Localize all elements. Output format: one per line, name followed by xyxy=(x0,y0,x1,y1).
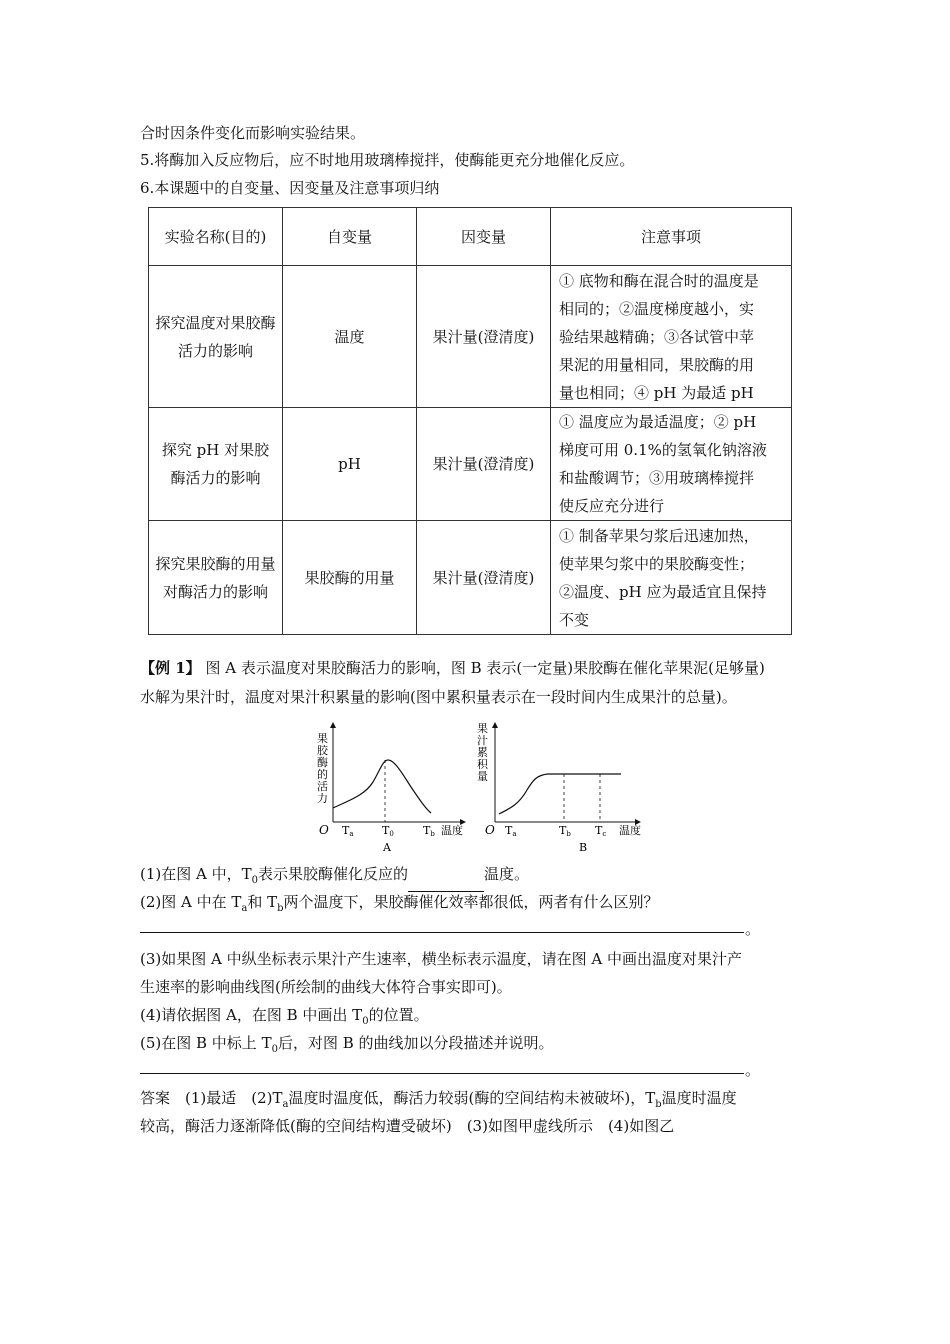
fig-b-ylabel-4: 量 xyxy=(477,770,488,783)
row1-dependent: 果汁量(澄清度) xyxy=(417,266,551,408)
q1-answer-blank[interactable] xyxy=(408,875,484,892)
question-3-line-1: (3)如果图 A 中纵坐标表示果汁产生速率，横坐标表示温度，请在图 A 中画出温度对果汁产 xyxy=(140,950,742,968)
q2-answer-line[interactable] xyxy=(140,932,744,933)
fig-a-xlabel: 温度 xyxy=(441,824,463,837)
fig-b-caption: B xyxy=(579,841,588,854)
answer-line-2: 较高，酶活力逐渐降低(酶的空间结构遭受破坏) (3)如图甲虚线所示 (4)如图乙 xyxy=(140,1117,675,1135)
q4-sub: 0 xyxy=(362,1016,369,1027)
table-row xyxy=(149,266,792,408)
example-line-2: 水解为果汁时，温度对果汁积累量的影响(图中累积量表示在一段时间内生成果汁的总量)。 xyxy=(140,688,737,706)
note-line: ① 制备苹果匀浆后迅速加热， xyxy=(559,526,759,545)
row3-notes xyxy=(551,521,792,635)
table-row xyxy=(149,408,792,521)
example-tag: 【例 1】 xyxy=(140,659,201,677)
fig-a-curve xyxy=(333,760,431,813)
row3-independent: 果胶酶的用量 xyxy=(283,521,417,635)
q2-period: 。 xyxy=(745,920,761,938)
fig-a-ylabel-2: 酶 xyxy=(317,756,328,769)
fig-b-tc: Tc xyxy=(595,824,607,838)
question-1 xyxy=(140,863,529,892)
q5-text-b: 后，对图 B 的曲线加以分段描述并说明。 xyxy=(277,1034,554,1052)
fig-a-caption: A xyxy=(383,841,391,854)
q2-text-a: (2)图 A 中在 T xyxy=(140,893,242,911)
answer-text-a: 答案 (1)最适 (2)T xyxy=(140,1089,283,1107)
fig-b-tb: Tb xyxy=(559,824,571,838)
figure-b xyxy=(473,720,653,860)
row2-dependent: 果汁量(澄清度) xyxy=(417,408,551,521)
intro-line-1: 合时因条件变化而影响实验结果。 xyxy=(140,124,366,142)
intro-line-3: 6.本课题中的自变量、因变量及注意事项归纳 xyxy=(140,179,440,197)
figure-a xyxy=(305,720,475,860)
question-4 xyxy=(140,1004,429,1033)
q5-text-a: (5)在图 B 中标上 T xyxy=(140,1034,272,1052)
note-line: ②温度、pH 应为最适宜且保持 xyxy=(559,582,767,601)
note-line: 使反应充分进行 xyxy=(559,497,665,515)
question-2 xyxy=(140,891,659,920)
note-line: 和盐酸调节；③用玻璃棒搅拌 xyxy=(559,469,755,487)
fig-b-ylabel-2: 累 xyxy=(477,746,488,759)
answer-line-1 xyxy=(140,1087,737,1116)
header-dependent: 因变量 xyxy=(417,208,551,266)
answer-sub-b: b xyxy=(655,1099,662,1110)
example-line-1 xyxy=(140,657,765,679)
q5-period: 。 xyxy=(745,1061,761,1079)
fig-b-ylabel-1: 汁 xyxy=(477,734,488,747)
header-notes: 注意事项 xyxy=(551,208,792,266)
q1-sub: 0 xyxy=(251,875,258,886)
fig-a-ylabel-0: 果 xyxy=(317,732,328,745)
q1-text-b: 表示果胶酶催化反应的 xyxy=(258,865,409,883)
note-line: 量也相同；④ pH 为最适 pH xyxy=(559,383,754,402)
q5-answer-line[interactable] xyxy=(140,1073,744,1074)
fig-a-ta: Ta xyxy=(342,824,354,838)
table-row xyxy=(149,521,792,635)
intro-line-2: 5.将酶加入反应物后，应不时地用玻璃棒搅拌，使酶能更充分地催化反应。 xyxy=(140,151,635,169)
answer-sub-a: a xyxy=(282,1099,289,1110)
note-line: 使苹果匀浆中的果胶酶变性； xyxy=(559,554,755,573)
fig-a-t0: T0 xyxy=(382,824,394,838)
answer-text-b: 温度时温度低，酶活力较弱(酶的空间结构未被破坏)，T xyxy=(288,1089,656,1107)
row1-independent: 温度 xyxy=(283,266,417,408)
q1-text-c: 温度。 xyxy=(484,865,530,883)
question-3-line-2: 生速率的影响曲线图(所绘制的曲线大体符合事实即可)。 xyxy=(140,978,512,996)
q5-sub: 0 xyxy=(271,1044,278,1055)
row3-name: 探究果胶酶的用量对酶活力的影响 xyxy=(149,521,283,635)
note-line: 相同的；②温度梯度越小，实 xyxy=(559,299,755,318)
question-5 xyxy=(140,1032,554,1061)
note-line: 不变 xyxy=(559,610,590,629)
note-line: 果泥的用量相同，果胶酶的用 xyxy=(559,355,755,374)
fig-a-ylabel-1: 胶 xyxy=(317,744,328,757)
q1-text-a: (1)在图 A 中，T xyxy=(140,865,252,883)
fig-b-origin: O xyxy=(485,823,495,837)
note-line: ① 底物和酶在混合时的温度是 xyxy=(559,271,759,290)
fig-b-ta: Ta xyxy=(505,824,517,838)
note-line: 梯度可用 0.1%的氢氧化钠溶液 xyxy=(559,441,767,459)
row2-name: 探究 pH 对果胶酶活力的影响 xyxy=(149,408,283,521)
q2-sub-a: a xyxy=(241,903,248,914)
q4-text-a: (4)请依据图 A，在图 B 中画出 T xyxy=(140,1006,363,1024)
fig-a-ylabel-5: 力 xyxy=(317,792,328,805)
table-header-row xyxy=(149,208,792,266)
q2-text-c: 两个温度下，果胶酶催化效率都很低，两者有什么区别？ xyxy=(283,893,659,911)
fig-b-ylabel-3: 积 xyxy=(477,758,488,771)
fig-b-curve xyxy=(499,774,621,814)
fig-a-ylabel-3: 的 xyxy=(317,768,328,781)
row2-independent: pH xyxy=(283,408,417,521)
row1-name: 探究温度对果胶酶活力的影响 xyxy=(149,266,283,408)
row3-dependent: 果汁量(澄清度) xyxy=(417,521,551,635)
header-independent: 自变量 xyxy=(283,208,417,266)
fig-b-xlabel: 温度 xyxy=(619,824,641,837)
fig-b-ylabel-0: 果 xyxy=(477,722,488,735)
fig-a-tb: Tb xyxy=(423,824,435,838)
example-text-1: 图 A 表示温度对果胶酶活力的影响，图 B 表示(一定量)果胶酶在催化苹果泥(足够量) xyxy=(205,659,765,677)
row1-notes xyxy=(551,266,792,408)
header-experiment: 实验名称(目的) xyxy=(149,208,283,266)
note-line: ① 温度应为最适温度；② pH xyxy=(559,413,757,431)
row2-notes xyxy=(551,408,792,521)
q4-text-b: 的位置。 xyxy=(368,1006,429,1024)
note-line: 验结果越精确；③各试管中苹 xyxy=(559,327,755,346)
fig-a-ylabel-4: 活 xyxy=(317,780,328,793)
summary-table xyxy=(148,207,792,635)
q2-text-b: 和 T xyxy=(247,893,278,911)
fig-a-origin: O xyxy=(319,823,329,837)
q2-sub-b: b xyxy=(277,903,284,914)
answer-text-c: 温度时温度 xyxy=(661,1089,737,1107)
